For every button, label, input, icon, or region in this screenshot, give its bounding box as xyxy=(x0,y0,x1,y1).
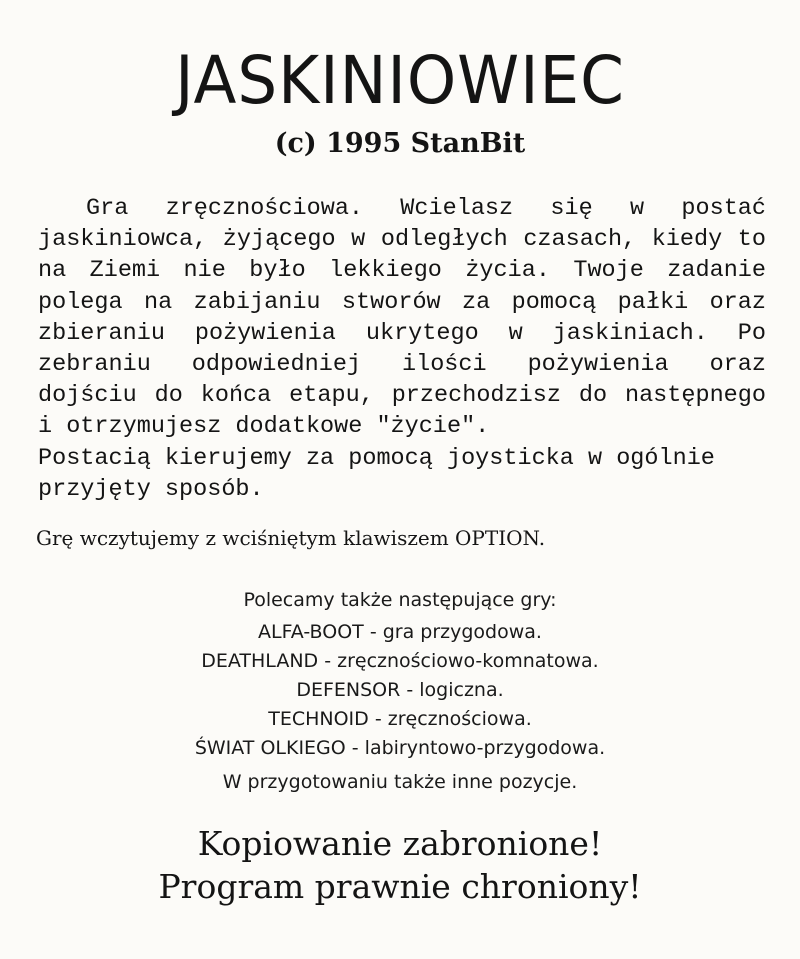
recommended-games xyxy=(0,586,800,797)
recommended-game-item: ŚWIAT OLKIEGO - labiryntowo-przygodowa. xyxy=(194,737,606,759)
game-title: JASKINIOWIEC xyxy=(175,42,625,119)
copyright-line: (c) 1995 StanBit xyxy=(274,128,526,159)
recommended-header: Polecamy także następujące gry: xyxy=(243,589,557,611)
recommended-game-item: DEATHLAND - zręcznościowo-komnatowa. xyxy=(201,650,599,672)
description-paragraph-1 xyxy=(38,193,766,443)
recommended-footer: W przygotowaniu także inne pozycje. xyxy=(222,771,578,793)
recommended-game-item: DEFENSOR - logiczna. xyxy=(296,679,504,701)
notice-line-1: Kopiowanie zabronione! xyxy=(197,824,603,863)
notice-line-2: Program prawnie chroniony! xyxy=(158,867,642,906)
description-paragraph-1-text: Gra zręcznościowa. Wcielasz się w postać jaskiniowca, żyjącego w odległych czasach, kiedy to na Ziemi nie było lekkiego życia. Twoje zadanie polega na zabijaniu stworów za pomocą pałki oraz zbieraniu pożywienia ukrytego w jaskiniach. Po zebraniu odpowiedniej ilości pożywienia oraz dojściu do końca etapu, przechodzisz do następnego i otrzymujesz dodatkowe "życie". xyxy=(38,195,766,441)
loading-instructions: Grę wczytujemy z wciśniętym klawiszem OPTION. xyxy=(36,526,546,550)
description-paragraph-2: Postacią kierujemy za pomocą joysticka w ogólnie przyjęty sposób. xyxy=(38,444,715,503)
game-description xyxy=(38,193,766,505)
copy-protection-notice xyxy=(0,822,800,908)
recommended-game-item: TECHNOID - zręcznościowa. xyxy=(268,708,532,730)
recommended-game-item: ALFA-BOOT - gra przygodowa. xyxy=(258,621,542,643)
